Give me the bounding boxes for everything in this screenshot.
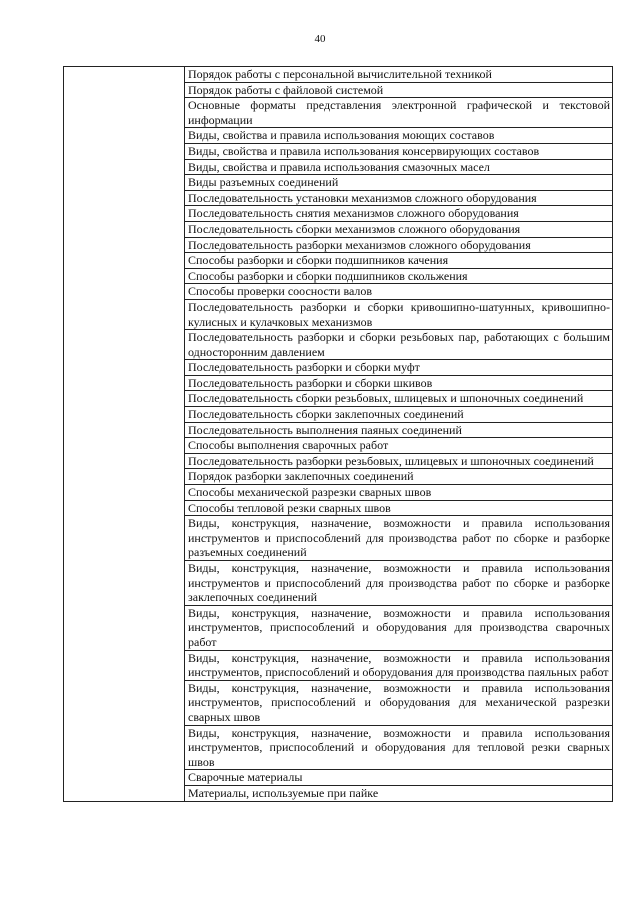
knowledge-item: Последовательность сборки механизмов сложного оборудования xyxy=(185,221,613,237)
knowledge-item: Последовательность разборки механизмов сложного оборудования xyxy=(185,237,613,253)
knowledge-item: Виды, конструкция, назначение, возможности и правила использования инструментов и приспособлений для производства работ по сборке и разборке разъемных соединений xyxy=(185,516,613,561)
knowledge-item: Последовательность разборки и сборки муфт xyxy=(185,360,613,376)
knowledge-item: Последовательность сборки резьбовых, шлицевых и шпоночных соединений xyxy=(185,391,613,407)
knowledge-item: Последовательность разборки и сборки кривошипно-шатунных, кривошипно-кулисных и кулачковых механизмов xyxy=(185,299,613,329)
knowledge-table xyxy=(63,66,613,802)
knowledge-item: Последовательность разборки и сборки резьбовых пар, работающих с большим односторонним давлением xyxy=(185,330,613,360)
knowledge-item: Виды, свойства и правила использования консервирующих составов xyxy=(185,143,613,159)
knowledge-item: Способы тепловой резки сварных швов xyxy=(185,500,613,516)
knowledge-item: Виды, конструкция, назначение, возможности и правила использования инструментов, приспособлений и оборудования для производства паяльных работ xyxy=(185,650,613,680)
table-row xyxy=(64,67,613,83)
knowledge-item: Последовательность установки механизмов сложного оборудования xyxy=(185,190,613,206)
knowledge-item: Способы проверки соосности валов xyxy=(185,284,613,300)
knowledge-item: Последовательность снятия механизмов сложного оборудования xyxy=(185,206,613,222)
knowledge-item: Виды, конструкция, назначение, возможности и правила использования инструментов и приспособлений для производства работ по сборке и разборке заклепочных соединений xyxy=(185,561,613,606)
knowledge-item: Порядок работы с персональной вычислительной техникой xyxy=(185,67,613,83)
knowledge-item: Способы разборки и сборки подшипников качения xyxy=(185,253,613,269)
knowledge-item: Виды, свойства и правила использования смазочных масел xyxy=(185,159,613,175)
knowledge-item: Способы механической разрезки сварных швов xyxy=(185,485,613,501)
knowledge-item: Виды, конструкция, назначение, возможности и правила использования инструментов, приспособлений и оборудования для механической разрезки сварных швов xyxy=(185,680,613,725)
knowledge-item: Последовательность выполнения паяных соединений xyxy=(185,422,613,438)
knowledge-item: Основные форматы представления электронной графической и текстовой информации xyxy=(185,98,613,128)
knowledge-item: Последовательность разборки и сборки шкивов xyxy=(185,375,613,391)
knowledge-item: Виды, конструкция, назначение, возможности и правила использования инструментов, приспособлений и оборудования для производства сварочных работ xyxy=(185,605,613,650)
knowledge-item: Материалы, используемые при пайке xyxy=(185,785,613,801)
empty-label-cell xyxy=(64,67,185,802)
knowledge-item: Последовательность разборки резьбовых, шлицевых и шпоночных соединений xyxy=(185,453,613,469)
knowledge-item: Порядок работы с файловой системой xyxy=(185,82,613,98)
knowledge-item: Способы выполнения сварочных работ xyxy=(185,438,613,454)
knowledge-item: Виды разъемных соединений xyxy=(185,175,613,191)
knowledge-item: Порядок разборки заклепочных соединений xyxy=(185,469,613,485)
page-number: 40 xyxy=(314,33,326,45)
knowledge-item: Виды, свойства и правила использования моющих составов xyxy=(185,128,613,144)
knowledge-table-body xyxy=(64,67,613,802)
knowledge-item: Виды, конструкция, назначение, возможности и правила использования инструментов, приспособлений и оборудования для тепловой резки сварных швов xyxy=(185,725,613,770)
knowledge-item: Последовательность сборки заклепочных соединений xyxy=(185,407,613,423)
knowledge-item: Способы разборки и сборки подшипников скольжения xyxy=(185,268,613,284)
knowledge-item: Сварочные материалы xyxy=(185,770,613,786)
